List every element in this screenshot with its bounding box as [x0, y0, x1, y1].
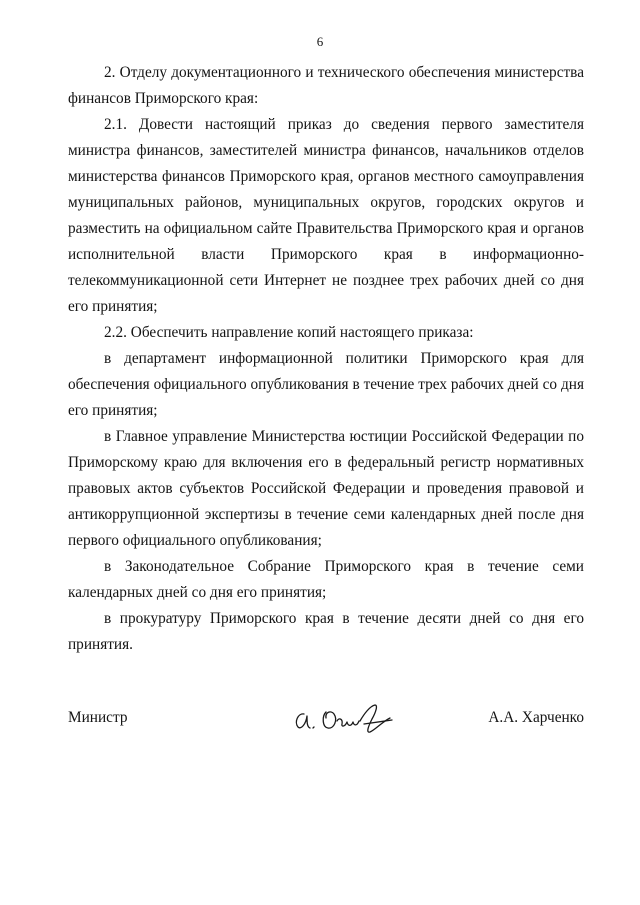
recipient-prosecutor: в прокуратуру Приморского края в течение десяти дней со дня его принятия. — [68, 610, 584, 653]
handwritten-signature — [290, 700, 400, 740]
paragraph-2-1: 2.1. Довести настоящий приказ до сведения первого заместителя министра финансов, заместителей министра финансов, начальников отделов министерства финансов Приморского края, органов местного самоуправления муниципальных районов, муниципальных округов, городских округов и разместить на официальном сайте Правительства Приморского края и органов исполнительной власти Приморского края в информационно-телекоммуникационной сети Интернет не позднее трех рабочих дней со дня его принятия; — [68, 116, 584, 315]
signatory-name: А.А. Харченко — [488, 709, 584, 726]
paragraph-2: 2. Отделу документационного и технического обеспечения министерства финансов Приморского края: — [68, 64, 584, 107]
recipient-legislative-assembly: в Законодательное Собрание Приморского края в течение семи календарных дней со дня его принятия; — [68, 558, 584, 601]
signature-block — [68, 700, 584, 740]
recipient-information-policy: в департамент информационной политики Приморского края для обеспечения официального опубликования в течение трех рабочих дней со дня его принятия; — [68, 350, 584, 419]
signatory-title: Министр — [68, 709, 128, 726]
page-number: 6 — [316, 34, 324, 49]
paragraph-2-2: 2.2. Обеспечить направление копий настоящего приказа: — [104, 324, 474, 341]
recipient-justice-ministry: в Главное управление Министерства юстиции Российской Федерации по Приморскому краю для включения его в федеральный регистр нормативных правовых актов субъектов Российской Федерации и проведения правовой и антикоррупционной экспертизы в течение семи календарных дней после дня первого официального опубликования; — [68, 428, 584, 549]
document-body — [68, 60, 584, 658]
